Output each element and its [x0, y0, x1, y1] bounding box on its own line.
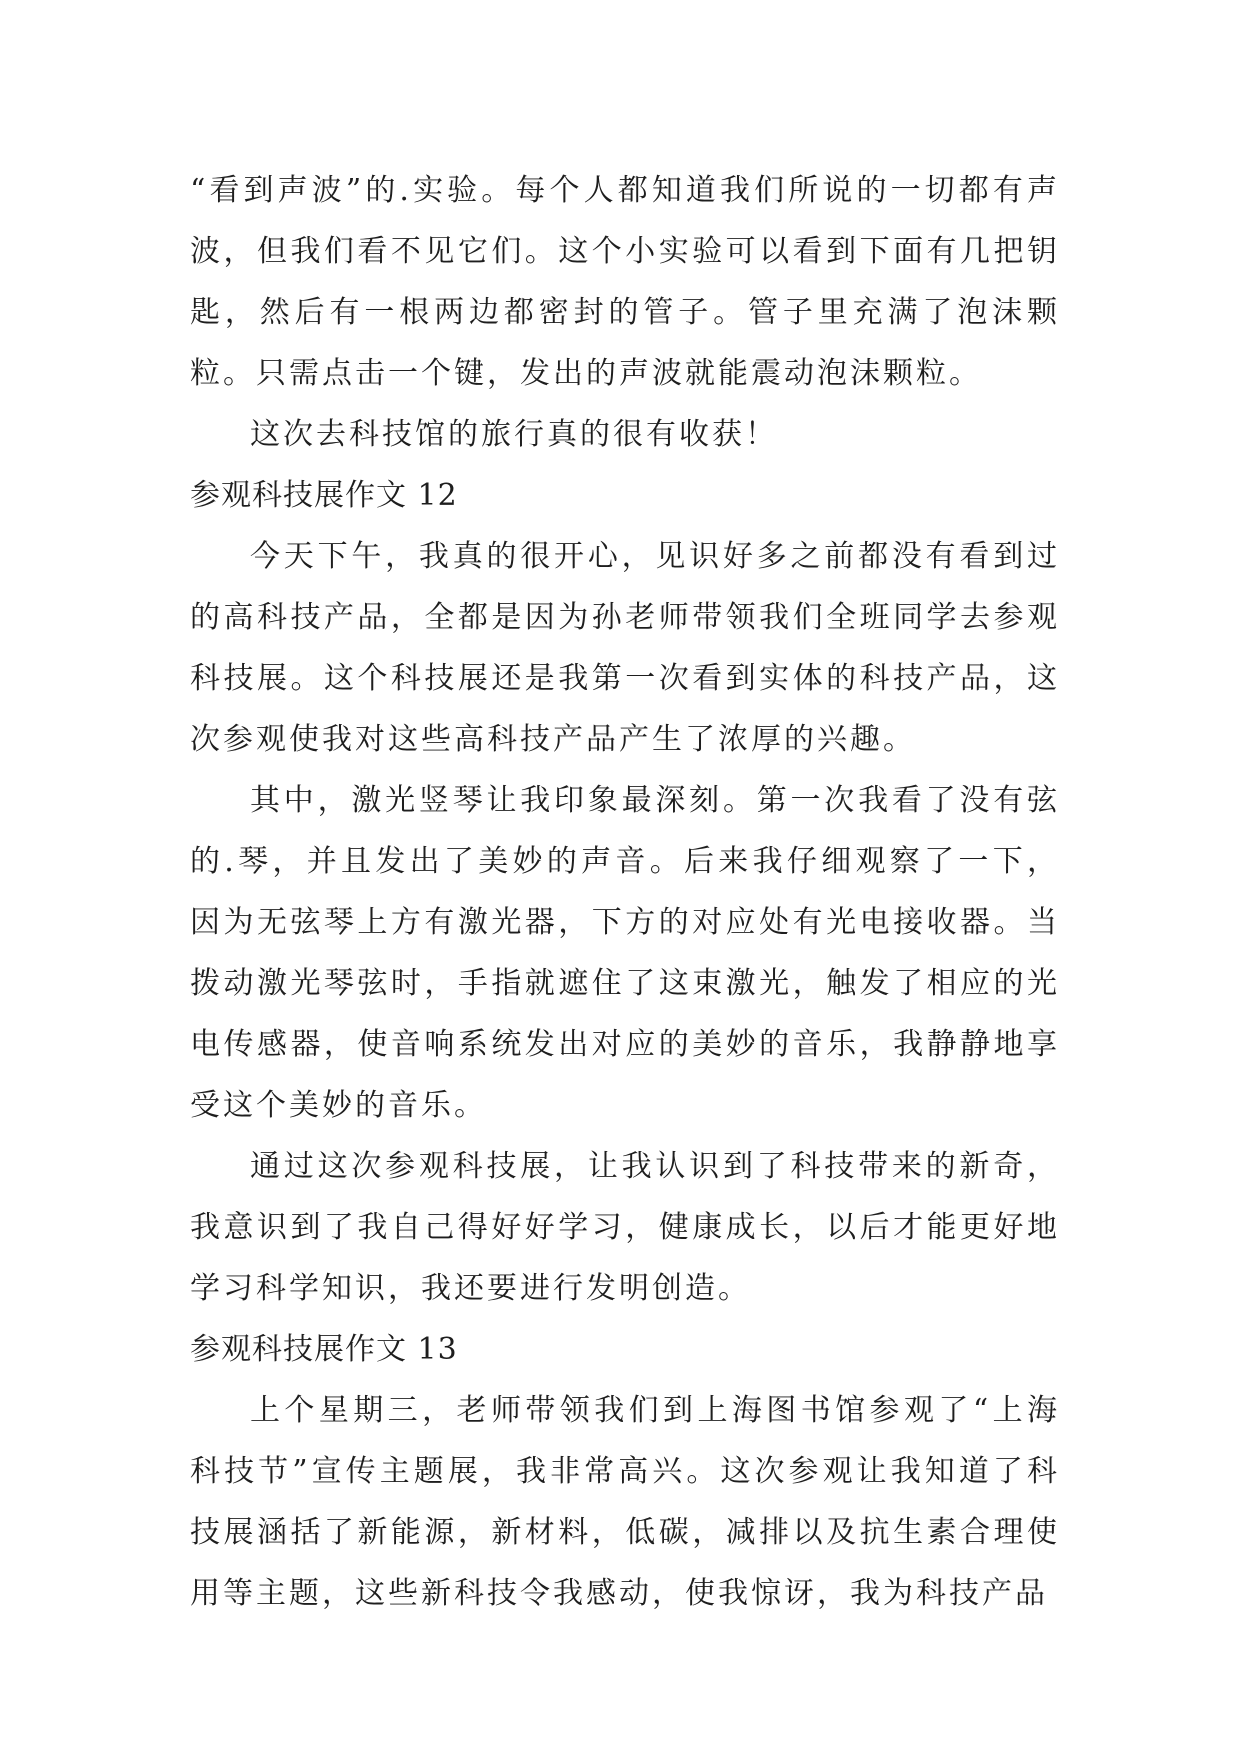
section-title: 参观科技展作文 12 — [190, 478, 458, 513]
section-title: 参观科技展作文 13 — [190, 1332, 458, 1367]
paragraph: 通过这次参观科技展，让我认识到了科技带来的新奇，我意识到了我自己得好好学习，健康成长，以后才能更好地学习科学知识，我还要进行发明创造。 — [190, 1149, 1060, 1306]
paragraph: 上个星期三，老师带领我们到上海图书馆参观了“上海科技节”宣传主题展，我非常高兴。这次参观让我知道了科技展涵括了新能源，新材料，低碳，减排以及抗生素合理使用等主题，这些新科技令我感动，使我惊讶，我为科技产品 — [190, 1393, 1060, 1611]
paragraph: 这次去科技馆的旅行真的很有收获！ — [250, 417, 778, 452]
paragraph: “看到声波”的.实验。每个人都知道我们所说的一切都有声波，但我们看不见它们。这个小实验可以看到下面有几把钥匙，然后有一根两边都密封的管子。管子里充满了泡沫颗粒。只需点击一个键，发出的声波就能震动泡沫颗粒。 — [190, 173, 1060, 391]
document-body — [190, 160, 1060, 1624]
paragraph: 其中，激光竖琴让我印象最深刻。第一次我看了没有弦的.琴，并且发出了美妙的声音。后来我仔细观察了一下，因为无弦琴上方有激光器，下方的对应处有光电接收器。当拨动激光琴弦时，手指就遮住了这束激光，触发了相应的光电传感器，使音响系统发出对应的美妙的音乐，我静静地享受这个美妙的音乐。 — [190, 783, 1060, 1123]
paragraph: 今天下午，我真的很开心，见识好多之前都没有看到过的高科技产品，全都是因为孙老师带领我们全班同学去参观科技展。这个科技展还是我第一次看到实体的科技产品，这次参观使我对这些高科技产品产生了浓厚的兴趣。 — [190, 539, 1060, 757]
